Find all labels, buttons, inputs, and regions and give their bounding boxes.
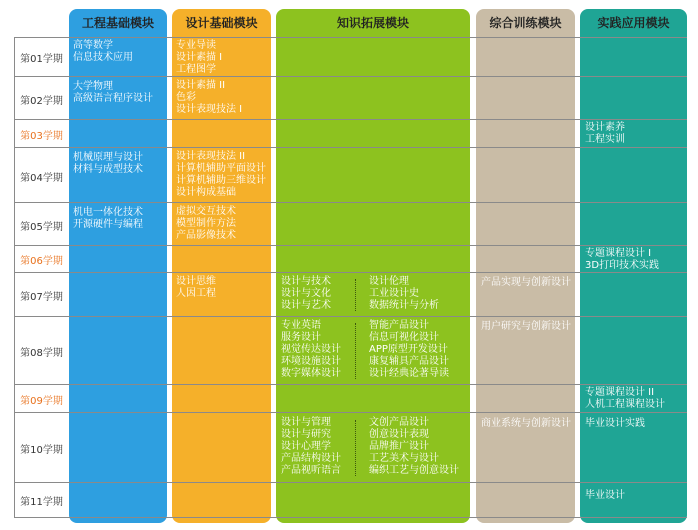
design-s04 (176, 151, 266, 199)
row-divider (14, 517, 687, 518)
course-name: 文创产品设计 (369, 417, 429, 428)
semester-label: 第09学期 (20, 396, 63, 407)
row-divider (14, 412, 687, 413)
knowledge-s10-right (369, 417, 459, 477)
course-name: 产品视听语言 (281, 465, 341, 476)
course-name: 商业系统与创新设计 (481, 418, 571, 429)
course-name: 环境设施设计 (281, 356, 341, 367)
course-name: 开源硬件与编程 (73, 219, 143, 230)
course-name: 服务设计 (281, 332, 321, 343)
course-name: 数据统计与分析 (369, 300, 439, 311)
course-name: 设计素描 II (176, 80, 226, 91)
course-name: 高等数学 (73, 40, 113, 51)
knowledge-s07-left (281, 276, 331, 312)
course-name: 毕业设计 (585, 490, 625, 501)
course-name: 设计与管理 (281, 417, 331, 428)
course-name: 虚拟交互技术 (176, 206, 236, 217)
course-name: 设计素描 I (176, 52, 223, 63)
semester-label: 第04学期 (20, 173, 63, 184)
engineering-s02 (73, 81, 153, 105)
course-name: 专业导读 (176, 40, 216, 51)
column-separator (355, 279, 356, 311)
course-name: 产品影像技术 (176, 230, 236, 241)
course-name: 创意设计表现 (369, 429, 429, 440)
design-s02 (176, 80, 242, 116)
comprehensive-s08 (481, 321, 571, 333)
course-name: 机电一体化技术 (73, 207, 143, 218)
course-name: 设计表现技法 I (176, 104, 243, 115)
course-name: 设计表现技法 II (176, 151, 246, 162)
column-separator (355, 323, 356, 379)
comprehensive-s10 (481, 418, 571, 430)
course-name: 毕业设计实践 (585, 418, 645, 429)
row-divider (14, 147, 687, 148)
course-name: 信息可视化设计 (369, 332, 439, 343)
course-name: 计算机辅助三维设计 (176, 175, 266, 186)
course-name: 康复辅具产品设计 (369, 356, 449, 367)
knowledge-s10-left (281, 417, 341, 477)
course-name: 专题课程设计 II (585, 387, 655, 398)
course-name: 设计与艺术 (281, 300, 331, 311)
course-name: 设计与技术 (281, 276, 331, 287)
row-divider (14, 384, 687, 385)
course-name: 编织工艺与创意设计 (369, 465, 459, 476)
semester-label: 第07学期 (20, 292, 63, 303)
course-name: 大学物理 (73, 81, 113, 92)
header-engineering: 工程基础模块 (81, 16, 154, 30)
course-name: 色彩 (176, 92, 196, 103)
semester-label: 第11学期 (20, 497, 63, 508)
semester-label: 第06学期 (20, 256, 63, 267)
practice-s03 (585, 122, 625, 146)
semester-label: 第08学期 (20, 348, 63, 359)
course-name: APP原型开发设计 (369, 344, 448, 355)
row-divider (14, 119, 687, 120)
course-name: 工程实训 (585, 134, 625, 145)
practice-s09 (585, 387, 665, 411)
row-divider (14, 272, 687, 273)
practice-s10 (585, 418, 645, 430)
course-name: 专题课程设计 I (585, 248, 652, 259)
semester-label: 第05学期 (20, 222, 63, 233)
course-name: 设计心理学 (281, 441, 331, 452)
semester-label: 第01学期 (20, 54, 63, 65)
comprehensive-column (476, 9, 575, 523)
practice-s11 (585, 490, 625, 502)
course-name: 视觉传达设计 (281, 344, 341, 355)
course-name: 专业英语 (281, 320, 321, 331)
course-name: 设计素养 (585, 122, 625, 133)
knowledge-s07-right (369, 276, 439, 312)
course-name: 材料与成型技术 (73, 164, 143, 175)
knowledge-s08-right (369, 320, 449, 380)
course-name: 模型制作方法 (176, 218, 236, 229)
course-name: 数字媒体设计 (281, 368, 341, 379)
engineering-s05 (73, 207, 143, 231)
course-name: 设计与研究 (281, 429, 331, 440)
course-name: 高级语言程序设计 (73, 93, 153, 104)
course-name: 产品结构设计 (281, 453, 341, 464)
course-name: 机械原理与设计 (73, 152, 143, 163)
course-name: 设计思维 (176, 276, 216, 287)
row-divider (14, 316, 687, 317)
course-name: 设计与文化 (281, 288, 331, 299)
course-name: 用户研究与创新设计 (481, 321, 571, 332)
course-name: 工程图学 (176, 64, 216, 75)
row-divider (14, 76, 687, 77)
semester-label: 第10学期 (20, 445, 63, 456)
course-name: 品牌推广设计 (369, 441, 429, 452)
course-name: 人因工程 (176, 288, 216, 299)
header-practice: 实践应用模块 (597, 16, 670, 30)
engineering-s01 (73, 40, 133, 64)
course-name: 信息技术应用 (73, 52, 133, 63)
semester-label: 第02学期 (20, 96, 63, 107)
course-name: 设计构成基础 (176, 187, 236, 198)
knowledge-s08-left (281, 320, 341, 380)
row-divider (14, 482, 687, 483)
course-name: 3D打印技术实践 (585, 260, 660, 271)
column-separator (355, 420, 356, 476)
engineering-s04 (73, 152, 143, 176)
header-comprehensive: 综合训练模块 (489, 16, 562, 30)
row-divider (14, 245, 687, 246)
row-divider (14, 37, 687, 38)
practice-s06 (585, 248, 659, 272)
row-divider (14, 202, 687, 203)
design-s01 (176, 40, 222, 76)
course-name: 设计伦理 (369, 276, 409, 287)
course-name: 工业设计史 (369, 288, 419, 299)
header-knowledge: 知识拓展模块 (336, 16, 409, 30)
header-design: 设计基础模块 (185, 16, 258, 30)
design-s05 (176, 206, 236, 242)
course-name: 工艺美术与设计 (369, 453, 439, 464)
design-s07 (176, 276, 216, 300)
course-name: 智能产品设计 (369, 320, 429, 331)
course-name: 产品实现与创新设计 (481, 277, 571, 288)
comprehensive-s07 (481, 277, 571, 289)
course-name: 计算机辅助平面设计 (176, 163, 266, 174)
course-name: 设计经典论著导读 (369, 368, 449, 379)
course-name: 人机工程课程设计 (585, 399, 665, 410)
semester-label: 第03学期 (20, 131, 63, 142)
